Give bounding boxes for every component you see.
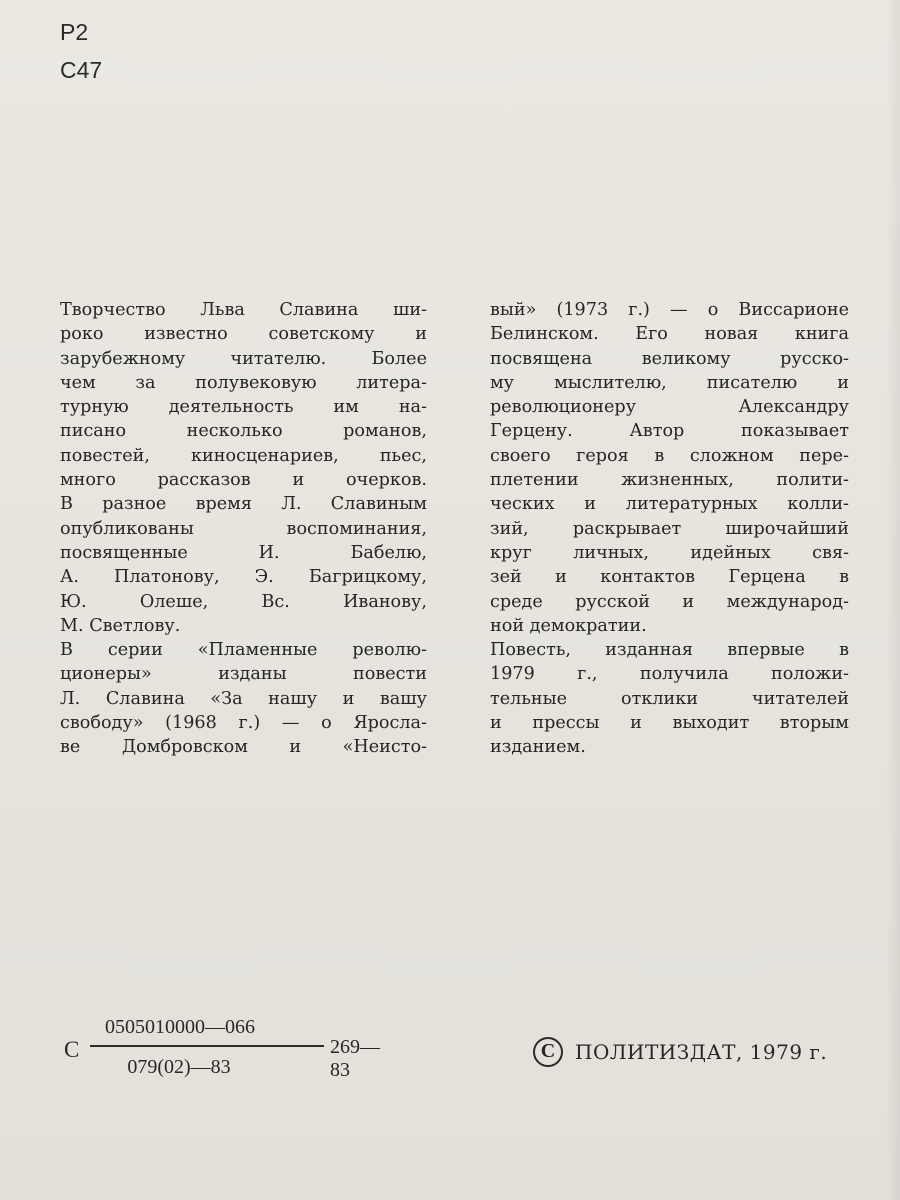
- index-denominator: 079(02)—83: [127, 1056, 231, 1078]
- text-line: В серии «Пламенные револю-: [60, 640, 427, 661]
- text-line: писано несколько романов,: [60, 421, 427, 442]
- text-line: му мыслителю, писателю и: [490, 372, 849, 393]
- text-line: ной демократии.: [490, 615, 647, 636]
- classification-code-1: Р2: [60, 19, 89, 45]
- text-line: тельные отклики читателей: [490, 688, 849, 709]
- text-line: Герцену. Автор показывает: [490, 421, 849, 442]
- text-line: ве Домбровском и «Неисто-: [60, 737, 427, 758]
- text-line: 1979 г., получила положи-: [490, 664, 849, 685]
- text-line: посвящена великому русско-: [490, 348, 849, 369]
- text-line: роко известно советскому и: [60, 324, 427, 345]
- text-line: Ю. Олеше, Вс. Иванову,: [60, 591, 427, 612]
- text-line: ческих и литературных колли-: [490, 494, 849, 515]
- text-line: революционеру Александру: [490, 397, 849, 418]
- text-line: М. Светлову.: [60, 615, 181, 636]
- text-line: свободу» (1968 г.) — о Яросла-: [60, 713, 427, 734]
- annotation-right-column: [490, 298, 849, 760]
- index-suffix: 269—83: [330, 1036, 380, 1081]
- text-line: плетении жизненных, полити-: [490, 470, 849, 491]
- text-line: турную деятельность им на-: [60, 397, 427, 418]
- index-prefix: С: [64, 1037, 80, 1062]
- copyright-notice: [533, 1037, 827, 1067]
- index-numerator: 0505010000—066: [105, 1016, 255, 1038]
- text-line: Л. Славина «За нашу и вашу: [60, 688, 427, 709]
- annotation-left-column: [60, 298, 427, 760]
- text-line: повестей, киносценариев, пьес,: [60, 445, 427, 466]
- text-line: зий, раскрывает широчайший: [490, 518, 849, 539]
- text-line: среде русской и международ-: [490, 591, 849, 612]
- text-line: круг личных, идейных свя-: [490, 542, 849, 563]
- text-line: вый» (1973 г.) — о Виссарионе: [490, 300, 849, 320]
- text-line: много рассказов и очерков.: [60, 470, 427, 491]
- text-line: и прессы и выходит вторым: [490, 713, 849, 734]
- classification-code-2: С47: [60, 57, 103, 83]
- publication-index: [60, 1014, 380, 1084]
- text-line: А. Платонову, Э. Багрицкому,: [60, 567, 427, 588]
- text-line: чем за полувековую литера-: [60, 372, 427, 393]
- text-line: В разное время Л. Славиным: [60, 494, 427, 515]
- text-line: Повесть, изданная впервые в: [490, 640, 849, 661]
- text-line: Творчество Льва Славина ши-: [60, 300, 427, 320]
- fraction-bar: [90, 1045, 324, 1047]
- text-line: зей и контактов Герцена в: [490, 567, 849, 588]
- text-line: зарубежному читателю. Более: [60, 348, 427, 369]
- text-line: опубликованы воспоминания,: [60, 518, 427, 539]
- copyright-icon: С: [533, 1037, 563, 1067]
- text-line: посвященные И. Бабелю,: [60, 542, 427, 563]
- page-edge-shadow: [886, 0, 900, 1200]
- copyright-text: ПОЛИТИЗДАТ, 1979 г.: [575, 1040, 828, 1064]
- text-line: изданием.: [490, 737, 586, 758]
- text-line: своего героя в сложном пере-: [490, 445, 849, 466]
- text-line: ционеры» изданы повести: [60, 664, 427, 685]
- text-line: Белинском. Его новая книга: [490, 324, 849, 345]
